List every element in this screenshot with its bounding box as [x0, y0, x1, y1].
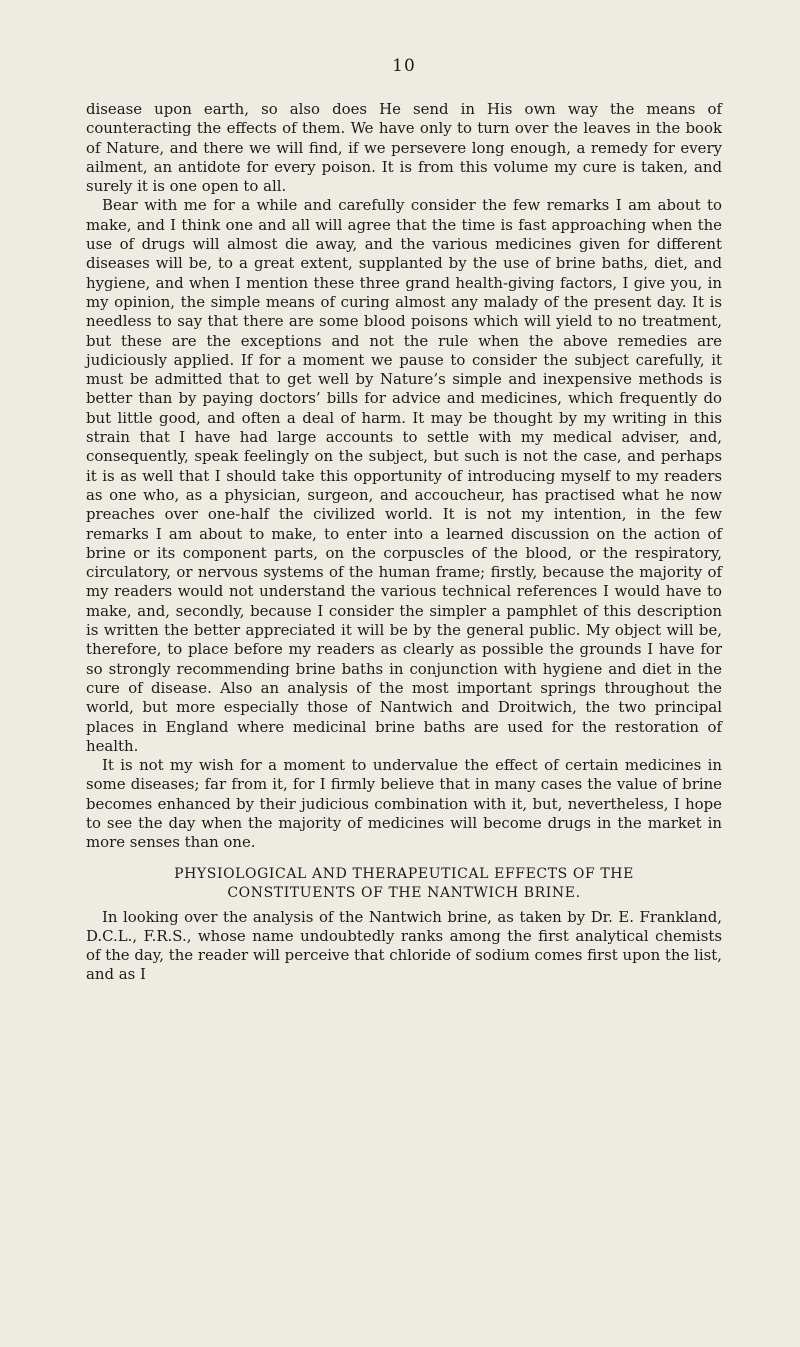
paragraph-continuation: disease upon earth, so also does He send in His own way the means of counteracting the effects of them. We have only to turn over the leaves in the book of Nature, and there we will find, if we persevere long enough, a remedy for every ailment, an antidote for every poison. It is from this volume my cure is taken, and surely it is one open to all.: [86, 100, 722, 196]
paragraph-analysis: In looking over the analysis of the Nantwich brine, as taken by Dr. E. Frankland, D.C.L., F.R.S., whose name undoubtedly ranks among the first analytical chemists of the day, the reader will perceive that chloride of sodium comes first upon the list, and as I: [86, 907, 722, 984]
paragraph-medicines: It is not my wish for a moment to undervalue the effect of certain medicines in some diseases; far from it, for I firmly believe that in many cases the value of brine becomes enhanced by their judicious combination with it, but, nevertheless, I hope to see the day when the majority of medicines will become drugs in the market in more senses than one.: [86, 756, 722, 852]
page-number: 10: [392, 56, 416, 76]
paragraph-brine-baths: Bear with me for a while and carefully consider the few remarks I am about to make, and I think one and all will agree that the time is fast approaching when the use of drugs will almost die away, and the various medicines given for different diseases will be, to a great extent, supplanted by the use of brine baths, diet, and hygiene, and when I mention these three grand health-giving factors, I give you, in my opinion, the simple means of curing almost any malady of the present day. It is needless to say that there are some blood poisons which will yield to no treatment, but these are the exceptions and not the rule when the above remedies are judiciously applied. If for a moment we pause to consider the subject carefully, it must be admitted that to get well by Nature’s simple and inexpensive methods is better than by paying doctors’ bills for advice and medicines, which frequently do but little good, and often a deal of harm. It may be thought by my writing in this strain that I have had large accounts to settle with my medical adviser, and, consequently, speak feelingly on the subject, but such is not the case, and perhaps it is as well that I should take this opportunity of introducing myself to my readers as one who, as a physician, surgeon, and accoucheur, has practised what he now preaches over one-half the civilized world. It is not my intention, in the few remarks I am about to make, to enter into a learned discussion on the action of brine or its component parts, on the corpuscles of the blood, or the respiratory, circulatory, or nervous systems of the human frame; firstly, because the majority of my readers would not understand the various technical references I would have to make, and, secondly, because I consider the simpler a pamphlet of this description is written the better appreciated it will be by the general public. My object will be, therefore, to place before my readers as clearly as possible the grounds I have for so strongly recommending brine baths in conjunction with hygiene and diet in the cure of disease. Also an analysis of the most important springs throughout the world, but more especially those of Nantwich and Droitwich, the two principal places in England where medicinal brine baths are used for the restoration of health.: [86, 196, 722, 755]
section-heading: [86, 865, 722, 903]
book-page: [86, 0, 722, 1347]
body-text: [86, 100, 722, 985]
section-heading-line-1: PHYSIOLOGICAL AND THERAPEUTICAL EFFECTS OF THE: [174, 865, 634, 882]
section-heading-line-2: CONSTITUENTS OF THE NANTWICH BRINE.: [227, 884, 581, 901]
